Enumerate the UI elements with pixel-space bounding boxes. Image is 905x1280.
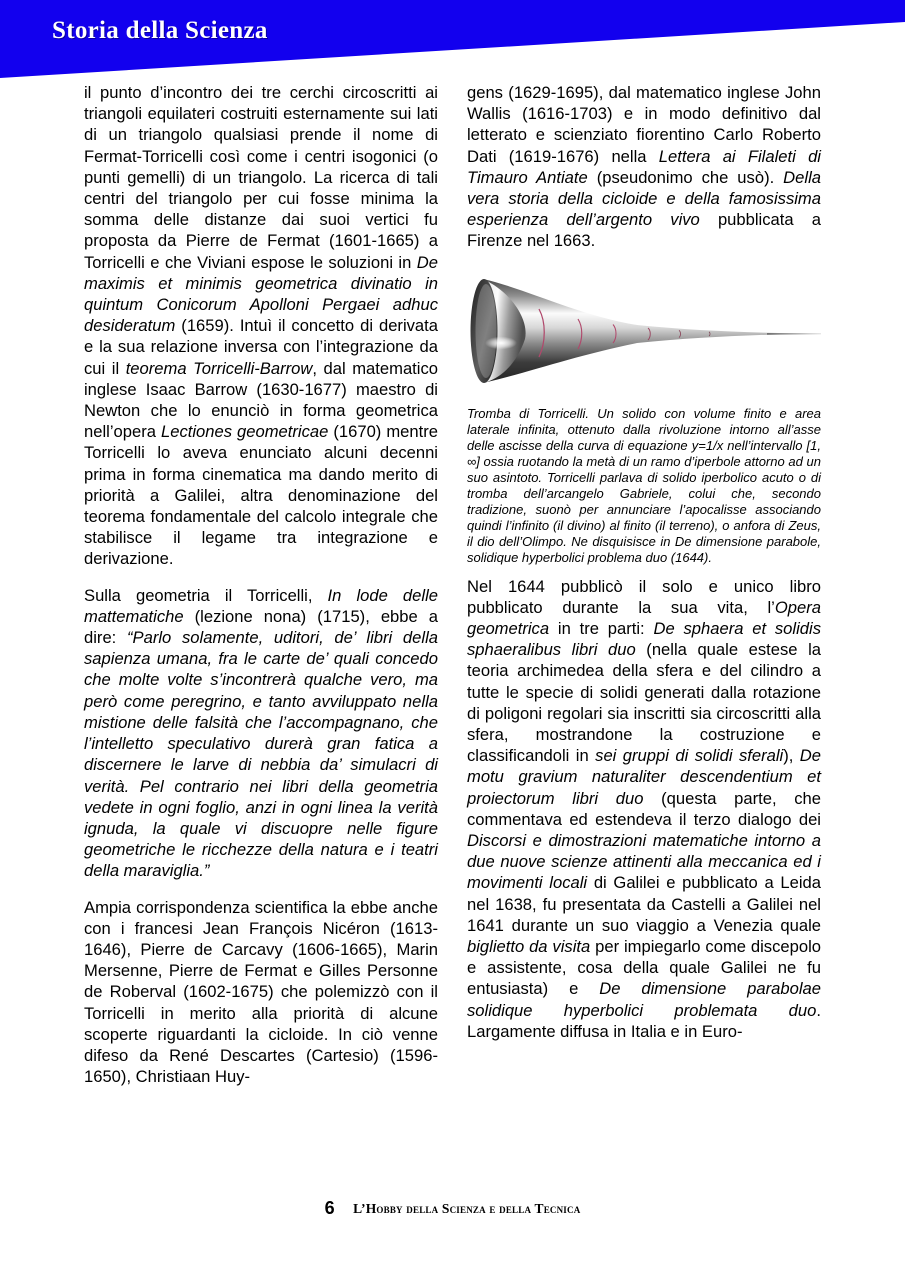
italic-run: In lode delle mattematiche <box>84 585 438 626</box>
text-run: Nel 1644 pubblicò il solo e unico libro pubblicato durante la sua vita, l’ <box>467 576 821 617</box>
italic-run: “Parlo solamente, uditori, de’ libri della sapienza umana, fra le carte de’ quali concedo che molte volte s’incontrerà qualche vero, ma però come peregrino, e tanto avviluppato nella mistione delle falsità che l’accompagnano, che l’intelletto speculativo durerà gran fatica a discernere le larve di nebbia da’ simulacri di verità. Pel contrario nei libri della geometria vedete in ogni foglio, anzi in ogni linea la verità ignuda, la quale vi discuopre nelle figure geometriche le ricchezze della natura e i teatri della maraviglia.” <box>84 628 438 881</box>
italic-run: Opera geometrica <box>467 597 821 638</box>
trumpet-specular-highlight <box>485 336 517 349</box>
italic-run: Discorsi e dimostrazioni matematiche intorno a due nuove scienze attinenti alla meccanica ed i movimenti locali <box>467 831 821 893</box>
publication-title: L’Hobby della Scienza e della Tecnica <box>353 1200 581 1216</box>
text-run: gens (1629-1695), dal matematico inglese John Wallis (1616-1703) e in modo definitivo dal letterato e scienziato fiorentino Carlo Roberto Dati (1619-1676) nella <box>467 83 821 166</box>
italic-run: De maximis et minimis geometrica divinatio in quintum Conicorum Apolloni Pergaei adhuc desideratum <box>84 252 438 336</box>
paragraph-huygens-wallis-dati <box>467 82 821 252</box>
text-run: (1670) mentre Torricelli lo aveva enunciato alcuni decenni prima in forma cinematica ma dando merito di priorità a Galilei, altra denominazione del teorema fondamentale del calcolo integrale che stabilisce il legame tra integrazione e derivazione. <box>84 422 438 569</box>
italic-run: Lectiones geometricae <box>160 422 329 442</box>
text-run: per impiegarlo come discepolo e assistente, cosa della quale Galilei ne fu entusiasta) e <box>467 937 821 999</box>
figure-caption <box>467 406 821 567</box>
page-title: Storia della Scienza <box>52 17 268 44</box>
text-run: (lezione nona) (1715), ebbe a dire: <box>84 606 438 648</box>
right-text-column <box>467 82 821 1042</box>
left-text-column <box>84 82 438 1087</box>
paragraph-fermat-torricelli <box>84 82 438 570</box>
text-run: (pseudonimo che usò). <box>587 167 784 187</box>
text-run: (questa parte, che commentava ed estendeva il terzo dialogo dei <box>467 788 821 829</box>
figure-tromba-di-torricelli <box>467 267 821 567</box>
italic-run: De dimensione parabolae solidique hyperbolici problemata duo <box>467 979 821 1020</box>
italic-run: Della vera storia della cicloide e della famosissima esperienza dell’argento vivo <box>467 167 821 230</box>
paragraph-corrispondenza-scientifica <box>84 897 438 1088</box>
text-run: Sulla geometria il Torricelli, <box>84 585 328 605</box>
trumpet-bell-mouth-highlight <box>476 284 497 378</box>
page-masthead <box>0 0 905 82</box>
italic-run: De sphaera et solidis sphaeralibus libri duo <box>467 618 821 660</box>
text-run: pubblicata a Firenze nel 1663. <box>467 210 821 251</box>
text-run: , dal matematico inglese Isaac Barrow (1630-1677) maestro di Newton che lo enunciò in forma geometrica nell’opera <box>84 358 438 442</box>
text-run: Ampia corrispondenza scientifica la ebbe anche con i francesi Jean François Nicéron (1613-1646), Pierre de Carcavy (1606-1665), Marin Mersenne, Pierre de Fermat e Gilles Personne de Roberval (1602-1675) che polemizzò con il Torricelli in merito alla priorità di alcune scoperte riguardanti la cicloide. In ciò venne difeso da René Descartes (Cartesio) (1596-1650), Christiaan Huy- <box>84 897 438 1087</box>
torricelli-trumpet-illustration <box>467 267 821 399</box>
text-run: ), <box>783 746 800 766</box>
italic-run: Lettera ai Filaleti di Timauro Antiate <box>467 146 821 187</box>
page-footer <box>0 1198 905 1219</box>
paragraph-in-lode-delle-mattematiche <box>84 585 438 882</box>
text-run: in tre parti: <box>549 618 654 638</box>
text-run: (1659). Intuì il concetto di derivata e la sua relazione inversa con l’integrazione da cui il <box>84 316 438 378</box>
page-body <box>0 82 905 1187</box>
italic-run: teorema Torricelli-Barrow <box>125 358 313 378</box>
text-run: (nella quale estese la teoria archimedea della sfera e del cilindro a tutte le specie di solidi generati dalla rotazione di poligoni regolari sia inscritti sia circoscritti alla sfera, mostrandone la costruzione e classificandoli in <box>467 640 821 766</box>
text-run: . Largamente diffusa in Italia e in Euro- <box>467 1000 821 1041</box>
text-run: il punto d’incontro dei tre cerchi circoscritti ai triangoli equilateri costruiti esternamente sui lati di un triangolo qualsiasi prende il nome di Fermat-Torricelli così come i centri isogonici (o punti gemelli) di un triangolo. La ricerca di tali centri del triangolo per cui fosse minima la somma delle distanze dai suoi vertici fu proposta da Pierre de Fermat (1601-1665) a Torricelli e che Viviani espose le soluzioni in <box>84 83 438 272</box>
italic-run: Tromba di Torricelli. Un solido con volume finito e area laterale infinita, ottenuto dalla rivoluzione intorno all’asse delle ascisse della curva di equazione y=1/x nell’intervallo [1, ∞] ossia ruotando la metà di un ramo d’iperbole attorno ad un suo asintoto. Torricelli parlava di solido iperbolico acuto o di tromba dell’arcangelo Gabriele, colui che, secondo tradizione, suonò per annunciare l’apocalisse associando quindi l’infinito (il divino) al finito (il terreno), o anfora di Zeus, il dio dell’Olimpo. Ne disquisisce in De dimensione parabole, solidique hyperbolici problema duo (1644). <box>467 405 821 566</box>
text-run: di Galilei e pubblicato a Leida nel 1638, fu presentata da Castelli a Galilei nel 1641 durante un suo viaggio a Venezia quale <box>467 873 821 935</box>
page-number: 6 <box>324 1198 335 1218</box>
paragraph-opera-geometrica <box>467 576 821 1042</box>
italic-run: De motu gravium naturaliter descendentium et proiectorum libri duo <box>467 746 822 808</box>
italic-run: biglietto da visita <box>467 937 591 957</box>
trumpet-asymptote-tail <box>767 333 821 335</box>
italic-run: sei gruppi di solidi sferali <box>595 746 784 766</box>
